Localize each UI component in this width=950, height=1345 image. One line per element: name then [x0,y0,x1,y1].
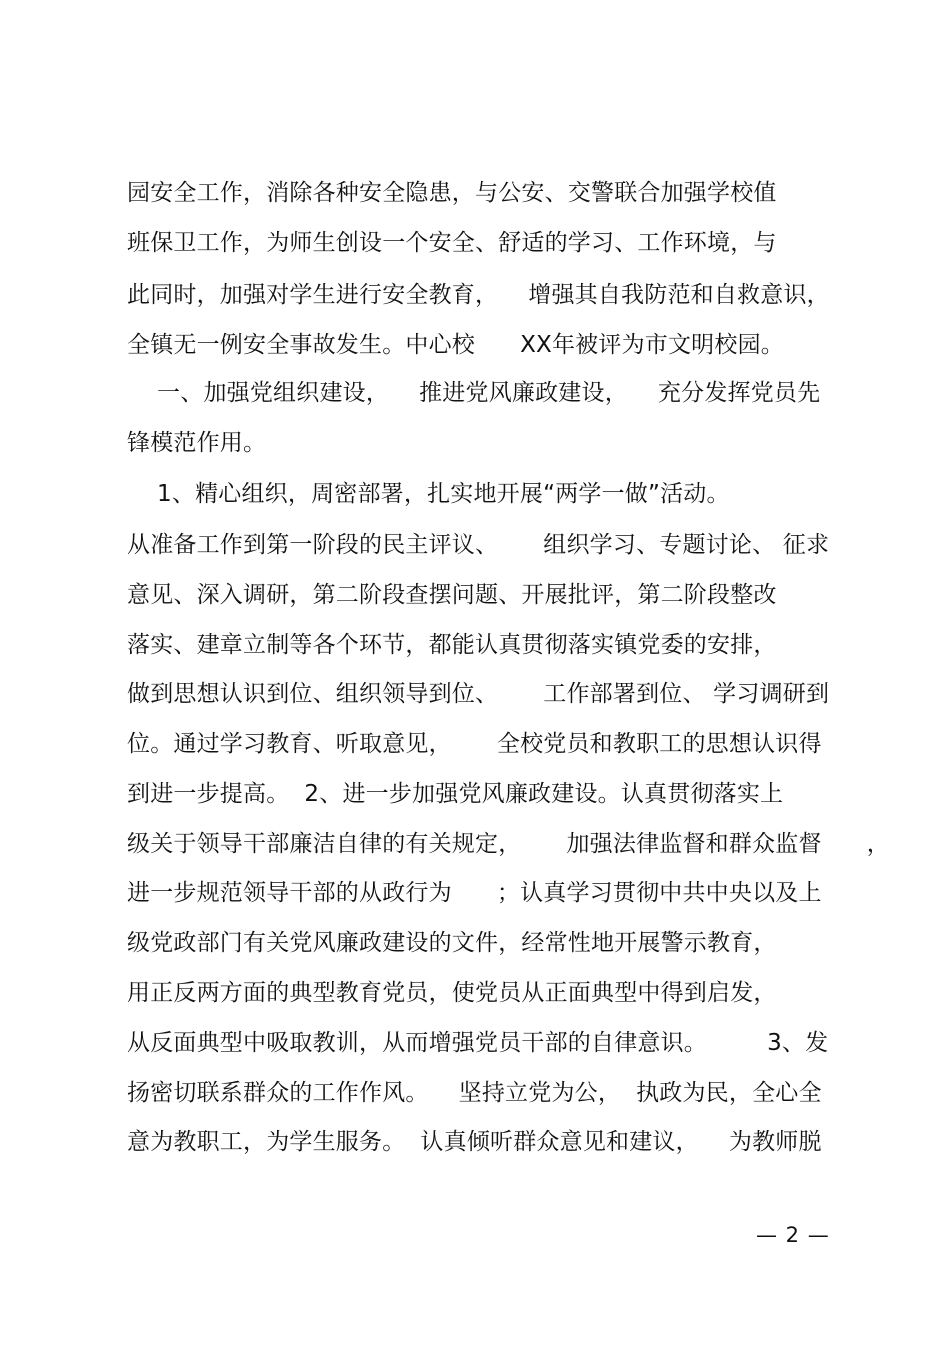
text-line: 用正反两方面的典型教育党员，使党员从正面典型中得到启发， [127,980,777,1006]
text-line: 此同时，加强对学生进行安全教育， 增强其自我防范和自救意识， [127,282,830,308]
text-line: 园安全工作，消除各种安全隐患，与公安、交警联合加强学校值 [127,180,777,206]
text-line: 意见、深入调研，第二阶段查摆问题、开展批评，第二阶段整改 [127,582,777,608]
text-line: 从反面典型中吸取教训，从而增强党员干部的自律意识。 3、发 [127,1030,829,1056]
text-line: 从准备工作到第一阶段的民主评议、 组织学习、专题讨论、 征求 [127,532,830,558]
text-line: 到进一步提高。 2、进一步加强党风廉政建设。认真贯彻落实上 [127,781,784,807]
text-line: 意为教职工，为学生服务。 认真倾听群众意见和建议， 为教师脱 [127,1129,822,1155]
section-heading: 一、加强党组织建设， 推进党风廉政建设， 充分发挥党员先 [127,380,821,406]
text-line: 全镇无一例安全事故发生。中心校 XX年被评为市文明校园。 [127,332,784,358]
text-line: 班保卫工作，为师生创设一个安全、舒适的学习、工作环境，与 [127,230,777,256]
subsection-heading: 1、精心组织，周密部署，扎实地开展“两学一做”活动。 [127,481,730,507]
text-line: 级关于领导干部廉洁自律的有关规定， 加强法律监督和群众监督 ， [127,831,890,857]
text-line: 扬密切联系群众的工作作风。 坚持立党为公， 执政为民，全心全 [127,1080,822,1106]
text-line: 做到思想认识到位、组织领导到位、 工作部署到位、 学习调研到 [127,681,830,707]
text-line: 位。通过学习教育、听取意见， 全校党员和教职工的思想认识得 [127,731,822,757]
text-line: 进一步规范领导干部的从政行为 ；认真学习贯彻中共中央以及上 [127,880,822,906]
text-line: 锋模范作用。 [127,430,267,456]
text-line: 落实、建章立制等各个环节，都能认真贯彻落实镇党委的安排， [127,632,777,658]
text-line: 级党政部门有关党风廉政建设的文件，经常性地开展警示教育， [127,930,777,956]
page-number: — 2 — [756,1223,830,1247]
